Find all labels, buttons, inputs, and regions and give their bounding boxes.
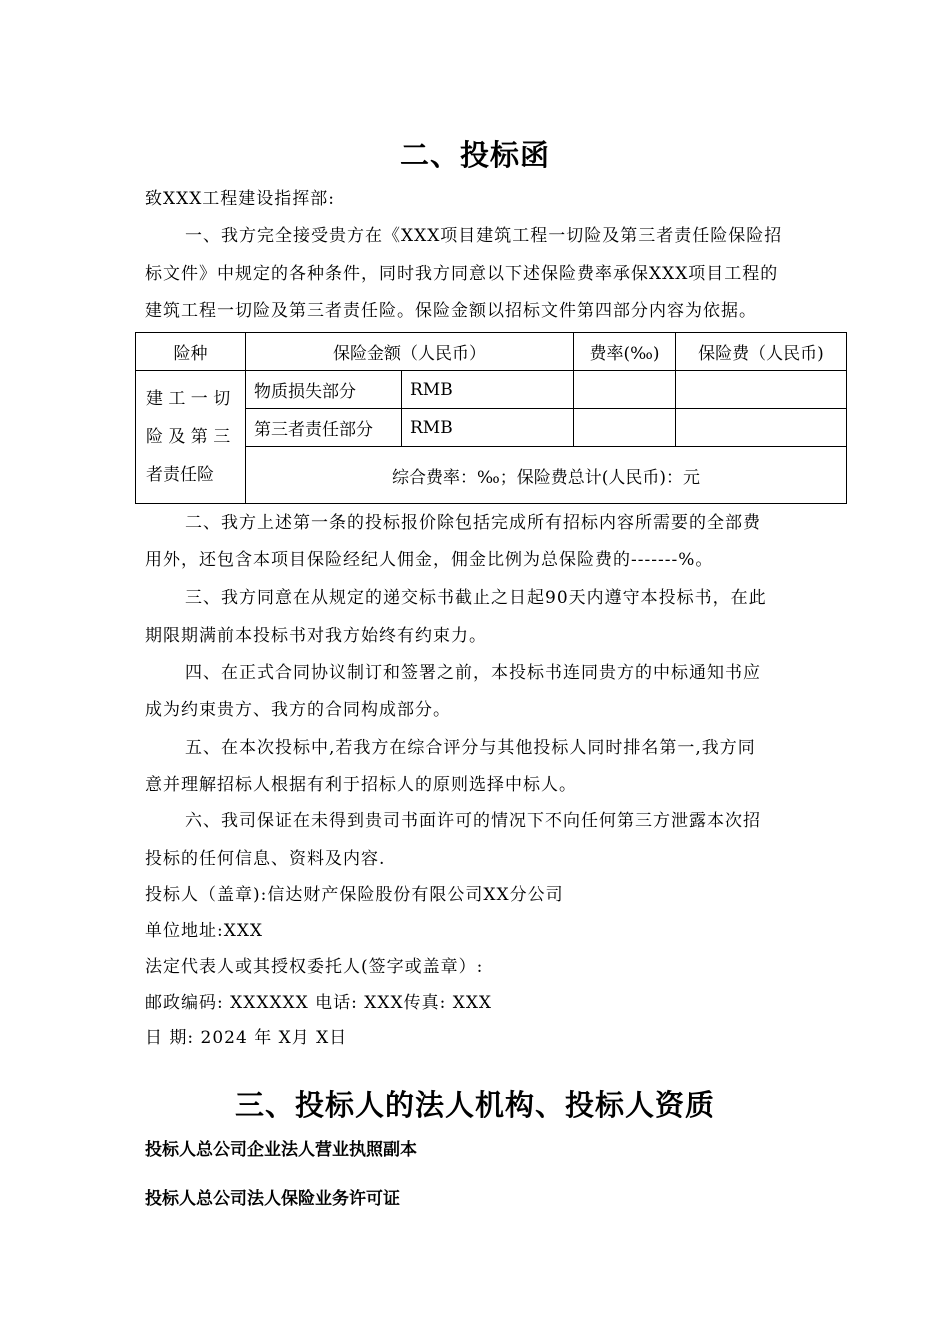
paragraph-3-line-2: 期限期满前本投标书对我方始终有约束力。 [145, 626, 487, 646]
table-row [136, 371, 847, 409]
paragraph-5-line-2: 意并理解招标人根据有利于招标人的原则选择中标人。 [145, 775, 577, 795]
paragraph-4-line-2: 成为约束贵方、我方的合同构成部分。 [145, 700, 451, 720]
section-title-bid-letter: 二、投标函 [399, 138, 550, 172]
part-cell: 物质损失部分 [246, 371, 402, 409]
insurance-type-line: 险 及 第 三 [146, 427, 231, 447]
paragraph-1-line-3: 建筑工程一切险及第三者责任险。保险金额以招标文件第四部分内容为依据。 [145, 301, 757, 321]
address-line: 单位地址:XXX [145, 921, 264, 941]
paragraph-3-line-1: 三、我方同意在从规定的递交标书截止之日起90天内遵守本投标书，在此 [185, 588, 767, 608]
part-cell: 第三者责任部分 [246, 409, 402, 447]
insurance-type-line: 者责任险 [146, 465, 214, 485]
paragraph-6-line-1: 六、我司保证在未得到贵司书面许可的情况下不向任何第三方泄露本次招 [185, 811, 761, 831]
date-line: 日 期: 2024 年 X月 X日 [145, 1028, 348, 1048]
premium-cell [676, 371, 847, 409]
premium-cell [676, 409, 847, 447]
bidder-line: 投标人（盖章):信达财产保险股份有限公司XX分公司 [145, 885, 564, 905]
header-insurance-type: 险种 [136, 333, 246, 371]
rate-cell [574, 371, 676, 409]
legal-representative-line: 法定代表人或其授权委托人(签字或盖章）: [145, 957, 484, 977]
paragraph-6-line-2: 投标的任何信息、资料及内容. [145, 849, 386, 869]
paragraph-4-line-1: 四、在正式合同协议制订和签署之前，本投标书连同贵方的中标通知书应 [185, 663, 761, 683]
table-header-row [136, 333, 847, 371]
paragraph-2-line-2: 用外，还包含本项目保险经纪人佣金，佣金比例为总保险费的-------%。 [145, 550, 714, 570]
paragraph-5-line-1: 五、在本次投标中,若我方在综合评分与其他投标人同时排名第一,我方同 [185, 738, 756, 758]
paragraph-1-line-1: 一、我方完全接受贵方在《XXX项目建筑工程一切险及第三者责任险保险招 [185, 226, 783, 246]
contact-line: 邮政编码: XXXXXX 电话: XXX传真: XXX [145, 993, 493, 1013]
header-insured-amount: 保险金额（人民币） [246, 333, 574, 371]
rate-cell [574, 409, 676, 447]
paragraph-1-line-2: 标文件》中规定的各种条件，同时我方同意以下述保险费率承保XXX项目工程的 [145, 264, 779, 284]
header-premium: 保险费（人民币) [676, 333, 847, 371]
insurance-table [135, 332, 847, 504]
insurance-type-cell [136, 371, 246, 504]
paragraph-2-line-1: 二、我方上述第一条的投标报价除包括完成所有招标内容所需要的全部费 [185, 513, 761, 533]
insurance-type-line: 建 工 一 切 [146, 389, 231, 409]
summary-cell: 综合费率：‰；保险费总计(人民币)：元 [246, 447, 847, 504]
header-rate: 费率(‰) [574, 333, 676, 371]
amount-cell: RMB [402, 371, 574, 409]
section-title-qualifications: 三、投标人的法人机构、投标人资质 [234, 1088, 715, 1122]
qualification-item: 投标人总公司企业法人营业执照副本 [145, 1140, 417, 1160]
qualification-item: 投标人总公司法人保险业务许可证 [145, 1189, 400, 1209]
salutation: 致XXX工程建设指挥部: [145, 189, 336, 209]
amount-cell: RMB [402, 409, 574, 447]
